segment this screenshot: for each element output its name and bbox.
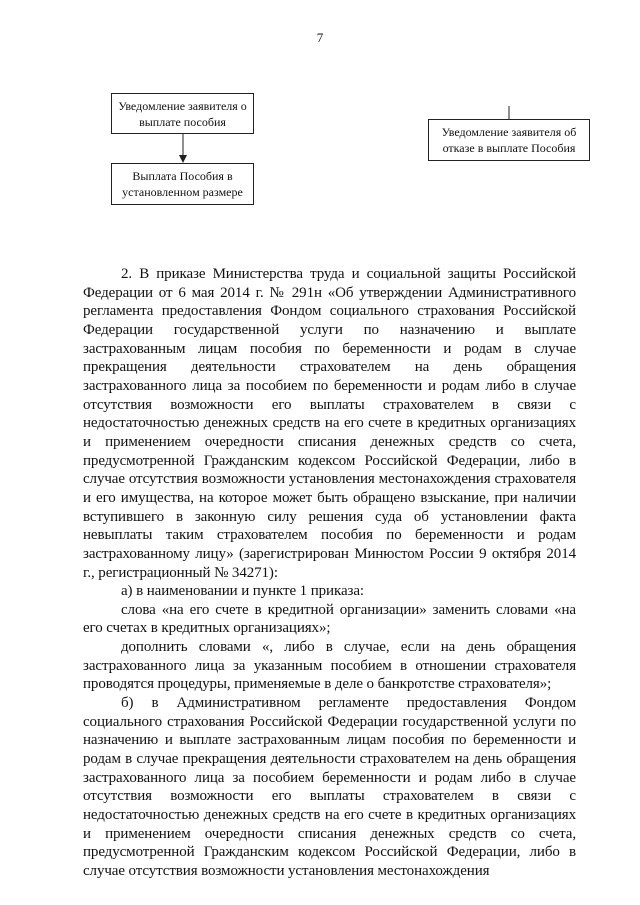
paragraph-subitem-a: а) в наименовании и пункте 1 приказа: — [121, 583, 364, 600]
arrow-head — [179, 155, 187, 163]
flow-box-notify-refusal — [428, 119, 590, 161]
flow-box-notify-payment — [111, 93, 254, 134]
paragraph-add-words: дополнить словами «, либо в случае, если на день обращения застрахованного лица за указанным пособием в отношении страхователя проводятся процедуры, применяемые в деле о банкротстве страхователя»; — [83, 639, 576, 693]
flow-box-payment-text: Выплата Пособия в установленном размере — [122, 169, 243, 199]
page-number: 7 — [316, 30, 324, 45]
paragraph-subitem-b: б) в Административном регламенте предоставления Фондом социального страхования Российской Федерации государственной услуги по назначению и выплате застрахованным лицам пособия по беременности и родам в случае прекращения деятельности страхователем на день обращения застрахованного лица за пособием беременности и родам либо в случае отсутствия возможности его выплаты страхователем в связи с недостаточностью денежных средств на его счете в кредитных организациях и применением очередности списания денежных средств со счета, предусмотренной Гражданским кодексом Российской Федерации, либо в случае отсутствия возможности установления местонахождения — [83, 695, 576, 879]
flow-box-notify-payment-text: Уведомление заявителя о выплате пособия — [118, 98, 247, 129]
paragraph-replace-words: слова «на его счете в кредитной организации» заменить словами «на его счетах в кредитных организациях»; — [83, 601, 576, 637]
paragraph-item-2: 2. В приказе Министерства труда и социальной защиты Российской Федерации от 6 мая 2014 г. № 291н «Об утверждении Административного регламента предоставления Фондом социального страхования Российской Федерации государственной услуги по назначению и выплате застрахованным лицам пособия по беременности и родам в случае прекращения деятельности страхователем на день обращения застрахованного лица за пособием по беременности и родам либо в случае отсутствия возможности его выплаты страхователем в связи с недостаточностью денежных средств на его счете в кредитных организациях и применением очередности списания денежных средств со счета, предусмотренной Гражданским кодексом Российской Федерации, либо в случае отсутствия возможности установления местонахождения страхователя и его имущества, на которое может быть обращено взыскание, при наличии вступившего в законную силу решения суда об установлении факта невыплаты таким страхователем пособия по беременности и родам застрахованному лицу» (зарегистрирован Минюстом России 9 октября 2014 г., регистрационный № 34271): — [83, 266, 576, 581]
flow-box-notify-refusal-text: Уведомление заявителя об отказе в выплате Пособия — [441, 125, 577, 155]
document-body — [83, 265, 576, 881]
flow-box-payment — [111, 163, 254, 205]
